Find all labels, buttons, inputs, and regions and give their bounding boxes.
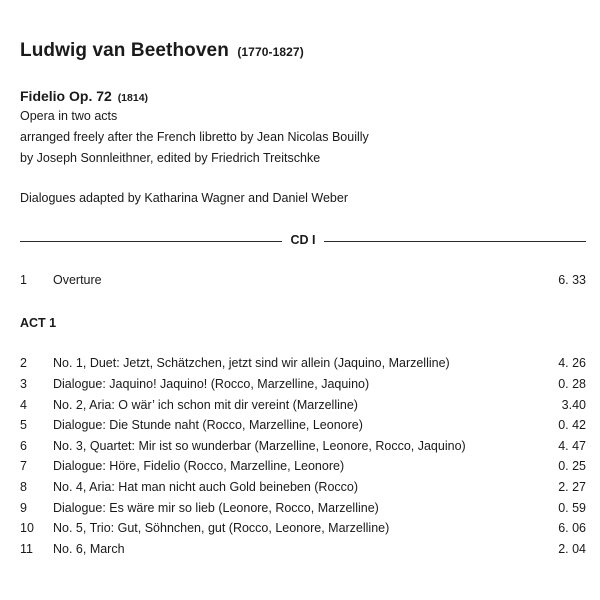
- track-row: [20, 521, 586, 541]
- cd-divider: [20, 232, 586, 250]
- divider-rule-left: [20, 241, 282, 242]
- track-duration: 3.40: [561, 398, 586, 412]
- track-title: Dialogue: Die Stunde naht (Rocco, Marzelline, Leonore): [53, 418, 363, 432]
- track-title: No. 1, Duet: Jetzt, Schätzchen, jetzt sind wir allein (Jaquino, Marzelline): [53, 356, 450, 370]
- dialogues-credit: Dialogues adapted by Katharina Wagner and Daniel Weber: [20, 191, 348, 205]
- work-title: [20, 88, 148, 104]
- work-title-text: Fidelio Op. 72: [20, 88, 112, 104]
- work-description-line: by Joseph Sonnleithner, edited by Friedrich Treitschke: [20, 151, 321, 165]
- track-duration: 0. 25: [558, 459, 586, 473]
- track-duration: 2. 27: [558, 480, 586, 494]
- composer-dates: (1770-1827): [237, 45, 304, 59]
- track-duration: 4. 26: [558, 356, 586, 370]
- track-row: [20, 356, 586, 376]
- track-row: [20, 418, 586, 438]
- track-title: No. 4, Aria: Hat man nicht auch Gold beineben (Rocco): [53, 480, 359, 494]
- track-number: 5: [20, 418, 27, 432]
- track-title: No. 5, Trio: Gut, Söhnchen, gut (Rocco, Leonore, Marzelline): [53, 521, 390, 535]
- track-number: 6: [20, 439, 27, 453]
- cd-label: CD I: [290, 233, 316, 247]
- track-row: [20, 501, 586, 521]
- track-title: Dialogue: Höre, Fidelio (Rocco, Marzelline, Leonore): [53, 459, 345, 473]
- track-title: No. 2, Aria: O wär’ ich schon mit dir vereint (Marzelline): [53, 398, 358, 412]
- track-row: [20, 439, 586, 459]
- track-row: [20, 398, 586, 418]
- track-duration: 0. 42: [558, 418, 586, 432]
- track-duration: 6. 33: [558, 273, 586, 287]
- track-title: No. 6, March: [53, 542, 125, 556]
- work-year: (1814): [117, 92, 149, 104]
- track-row-overture: [20, 273, 586, 293]
- track-row: [20, 542, 586, 562]
- track-duration: 2. 04: [558, 542, 586, 556]
- track-row: [20, 480, 586, 500]
- track-number: 9: [20, 501, 27, 515]
- track-title: Dialogue: Jaquino! Jaquino! (Rocco, Marzelline, Jaquino): [53, 377, 370, 391]
- track-number: 2: [20, 356, 27, 370]
- track-duration: 6. 06: [558, 521, 586, 535]
- track-title: No. 3, Quartet: Mir ist so wunderbar (Marzelline, Leonore, Rocco, Jaquino): [53, 439, 466, 453]
- track-number: 7: [20, 459, 27, 473]
- track-duration: 0. 28: [558, 377, 586, 391]
- track-number: 4: [20, 398, 27, 412]
- act-heading: ACT 1: [20, 316, 57, 330]
- composer-name: Ludwig van Beethoven: [20, 40, 229, 61]
- track-title: Dialogue: Es wäre mir so lieb (Leonore, Rocco, Marzelline): [53, 501, 379, 515]
- track-number: 3: [20, 377, 27, 391]
- work-description-line: Opera in two acts: [20, 109, 118, 123]
- track-number: 8: [20, 480, 27, 494]
- divider-rule-right: [324, 241, 586, 242]
- track-number: 1: [20, 273, 27, 287]
- track-title: Overture: [53, 273, 102, 287]
- track-row: [20, 459, 586, 479]
- track-number: 11: [20, 542, 33, 556]
- booklet-page: [20, 0, 586, 600]
- work-description-line: arranged freely after the French libretto by Jean Nicolas Bouilly: [20, 130, 369, 144]
- composer-heading: [20, 40, 304, 62]
- track-duration: 0. 59: [558, 501, 586, 515]
- track-row: [20, 377, 586, 397]
- track-number: 10: [20, 521, 34, 535]
- track-duration: 4. 47: [558, 439, 586, 453]
